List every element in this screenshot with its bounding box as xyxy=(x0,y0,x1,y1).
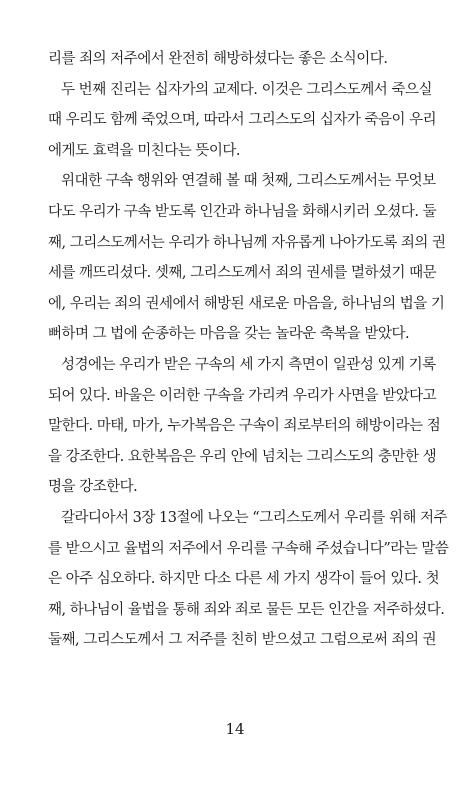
text-line: 다도 우리가 구속 받도록 인간과 하나님을 화해시키러 오셨다. 둘 xyxy=(48,203,437,220)
paragraph xyxy=(48,503,449,656)
paragraph xyxy=(48,350,441,503)
paragraph xyxy=(48,75,437,167)
text-line: 갈라디아서 3장 13절에 나오는 “그리스도께서 우리를 위해 저주 xyxy=(61,509,448,526)
text-line: 를 받으시고 율법의 저주에서 우리를 구속해 주셨습니다”라는 말씀 xyxy=(48,540,449,557)
text-line: 때 우리도 함께 죽었으며, 따라서 그리스도의 십자가 죽음이 우리 xyxy=(48,112,437,129)
text-line: 째, 그리스도께서는 우리가 하나님께 자유롭게 나아가도록 죄의 권 xyxy=(48,234,446,251)
text-line: 은 아주 심오하다. 하지만 다소 다른 세 가지 생각이 들어 있다. 첫 xyxy=(48,571,440,588)
text-line: 성경에는 우리가 받은 구속의 세 가지 측면이 일관성 있게 기록 xyxy=(61,356,436,373)
page-number: 14 xyxy=(225,720,245,738)
text-line: 말한다. 마태, 마가, 누가복음은 구속이 죄로부터의 해방이라는 점 xyxy=(48,418,441,435)
text-line: 째, 하나님이 율법을 통해 죄와 죄로 물든 모든 인간을 저주하셨다. xyxy=(48,601,445,618)
text-line: 에게도 효력을 미친다는 뜻이다. xyxy=(48,142,241,159)
text-line: 리를 죄의 저주에서 완전히 해방하셨다는 좋은 소식이다. xyxy=(48,51,388,67)
text-line: 세를 깨뜨리셨다. 셋째, 그리스도께서 죄의 권세를 멸하셨기 때문 xyxy=(48,265,437,282)
body-text xyxy=(48,44,449,656)
text-line: 을 강조한다. 요한복음은 우리 안에 넘치는 그리스도의 충만한 생 xyxy=(48,448,437,465)
paragraph xyxy=(48,44,432,75)
text-line: 두 번째 진리는 십자가의 교제다. 이것은 그리스도께서 죽으실 xyxy=(61,81,432,98)
text-line: 뻐하며 그 법에 순종하는 마음을 갖는 놀라운 축복을 받았다. xyxy=(48,326,410,343)
text-line: 둘째, 그리스도께서 그 저주를 친히 받으셨고 그럼으로써 죄의 권 xyxy=(48,632,437,649)
paragraph xyxy=(48,166,446,350)
text-line: 에, 우리는 죄의 권세에서 해방된 새로운 마음을, 하나님의 법을 기 xyxy=(48,295,445,312)
text-line: 되어 있다. 바울은 이러한 구속을 가리켜 우리가 사면을 받았다고 xyxy=(48,387,437,404)
text-line: 명을 강조한다. xyxy=(48,479,138,496)
text-line: 위대한 구속 행위와 연결해 볼 때 첫째, 그리스도께서는 무엇보 xyxy=(61,173,436,190)
